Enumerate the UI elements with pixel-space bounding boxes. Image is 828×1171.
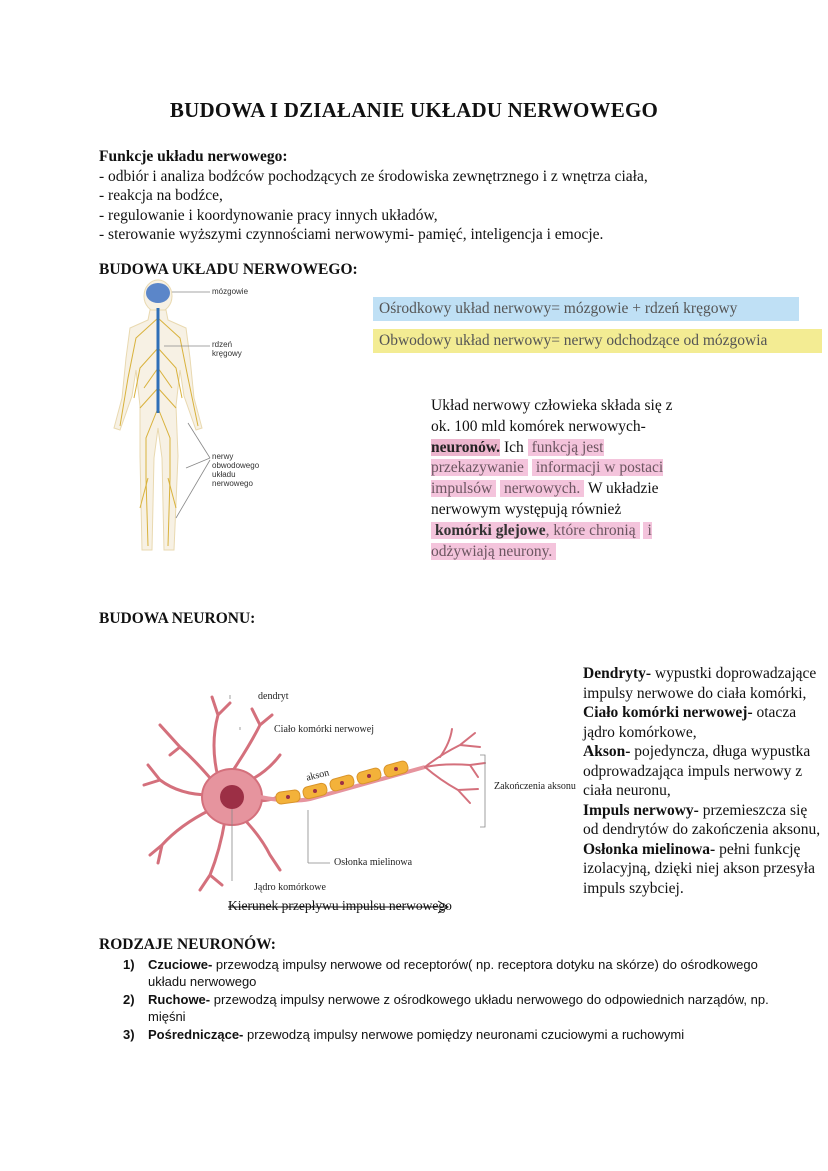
nucleus-shape bbox=[220, 785, 244, 809]
label-nucleus: Jądro komórkowe bbox=[254, 882, 326, 893]
central-system-definition: Ośrodkowy układ nerwowy= mózgowie + rdzeń kręgowy bbox=[373, 297, 799, 321]
label-axon-terminals: Zakończenia aksonu bbox=[494, 781, 576, 792]
def-term: Impuls nerwowy- bbox=[583, 801, 699, 819]
functions-section bbox=[99, 147, 648, 245]
label-myelin: Osłonka mielinowa bbox=[334, 857, 413, 868]
label-brain: mózgowie bbox=[212, 287, 249, 296]
neuron-heading: BUDOWA NEURONU: bbox=[99, 610, 256, 627]
label-dendrite: dendryt bbox=[258, 691, 289, 702]
label-peripheral-nerves: nerwy obwodowego układu nerwowego bbox=[212, 452, 260, 488]
neuron-type-item: 2) Ruchowe- przewodzą impulsy nerwowe z ośrodkowego układu nerwowego do odpowiednich narządów, np. mięśni bbox=[123, 992, 769, 1024]
nervous-system-figure bbox=[110, 278, 270, 560]
functions-heading: Funkcje układu nerwowego: bbox=[99, 148, 288, 165]
neuron-definitions: Dendryty- wypustki doprowadzające impulsy nerwowe do ciała komórki, Ciało komórki nerwowej- otacza jądro komórkowe, Akson- pojedyncza, długa wypustka odprowadzająca impuls nerwowy z ciała neuronu, Impuls nerwowy- przemieszcza się od dendrytów do zakończenia aksonu, Osłonka mielinowa- pełni funkcję izolacyjną, dzięki niej akson przesyła impuls szybciej. bbox=[583, 665, 821, 897]
def-term: Dendryty- bbox=[583, 665, 652, 682]
function-item: - regulowanie i koordynowanie pracy innych układów, bbox=[99, 206, 438, 224]
impulse-direction-caption: Kierunek przepływu impulsu nerwowego bbox=[228, 898, 452, 913]
label-cell-body: Ciało komórki nerwowej bbox=[274, 724, 374, 735]
neuron-figure bbox=[140, 685, 585, 920]
neurons-paragraph: Układ nerwowy człowieka składa się z ok. 100 mld komórek nerwowych- neuronów. Ich funkcją jest przekazywanie informacji w postaci impulsów nerwowych. W układzie nerwowym występują również komórki glejowe, które chronią i odżywiają neurony. bbox=[431, 397, 673, 560]
neuron-types-heading: RODZAJE NEURONÓW: bbox=[99, 936, 276, 953]
label-axon: akson bbox=[305, 767, 331, 784]
brain-shape bbox=[146, 283, 170, 303]
neurons-term: neuronów. bbox=[431, 438, 501, 456]
page-title: BUDOWA I DZIAŁANIE UKŁADU NERWOWEGO bbox=[169, 98, 659, 122]
neuron-type-item: 3) Pośredniczące- przewodzą impulsy nerwowe pomiędzy neuronami czuciowymi a ruchowymi bbox=[123, 1027, 685, 1042]
peripheral-system-definition: Obwodowy układ nerwowy= nerwy odchodzące od mózgowia bbox=[373, 329, 822, 353]
axon-terminals bbox=[425, 729, 485, 803]
label-spinal-cord: rdzeń kręgowy bbox=[212, 340, 242, 358]
neuron-types-section bbox=[99, 936, 799, 1046]
function-item: - odbiór i analiza bodźców pochodzących ze środowiska zewnętrznego i z wnętrza ciała, bbox=[99, 167, 648, 185]
neuron-type-item: 1) Czuciowe- przewodzą impulsy nerwowe od receptorów( np. receptora dotyku na skórze) do ośrodkowego układu nerwowego bbox=[123, 957, 758, 989]
structure-heading: BUDOWA UKŁADU NERWOWEGO: bbox=[99, 261, 358, 278]
def-term: Akson- bbox=[583, 743, 631, 760]
def-term: Osłonka mielinowa- bbox=[583, 840, 716, 858]
function-item: - reakcja na bodźce, bbox=[99, 187, 223, 204]
function-item: - sterowanie wyższymi czynnościami nerwowymi- pamięć, inteligencja i emocje. bbox=[99, 226, 604, 243]
def-term: Ciało komórki nerwowej- bbox=[583, 704, 753, 721]
glia-term: komórki glejowe bbox=[435, 521, 546, 539]
